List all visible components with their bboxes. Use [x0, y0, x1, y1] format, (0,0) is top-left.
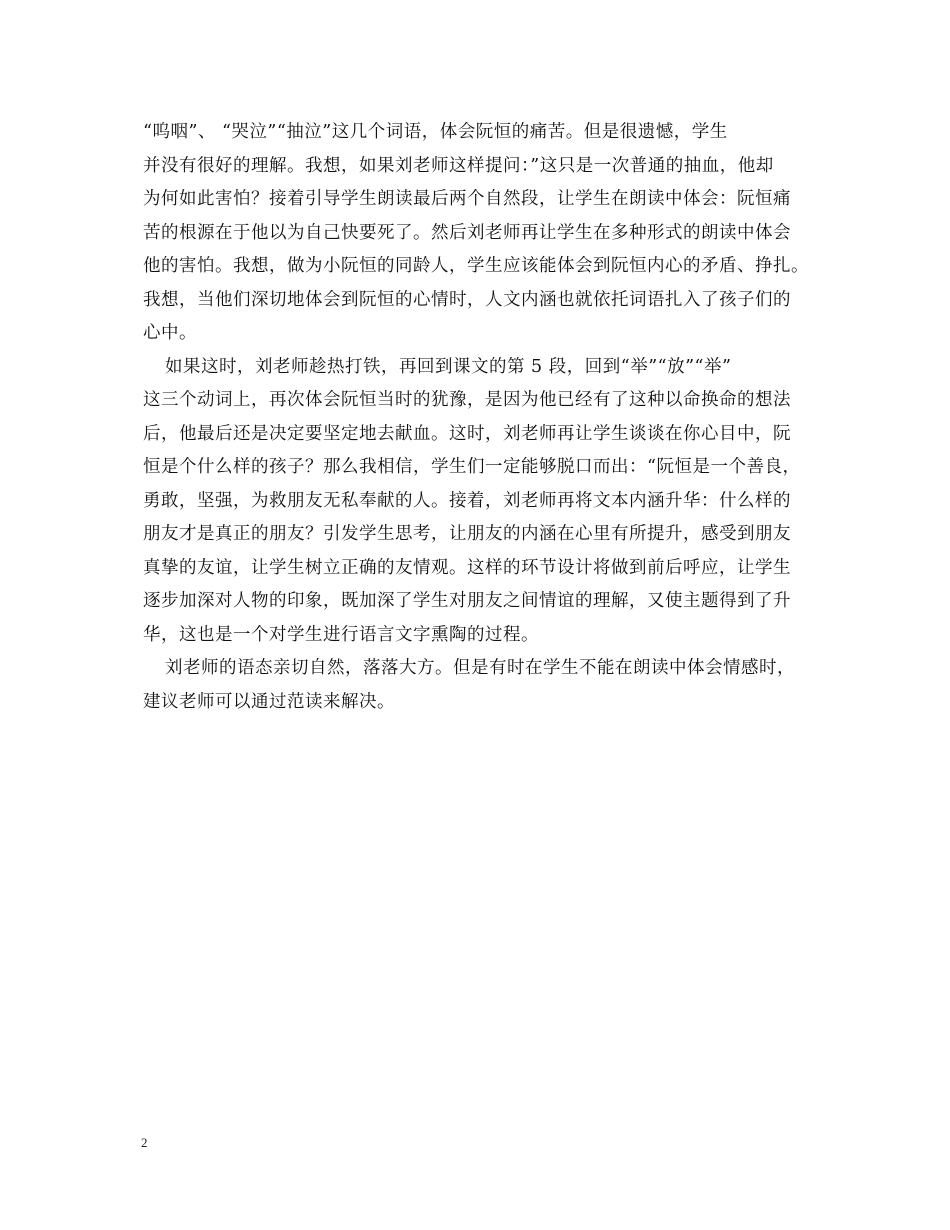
text-line: 恒是个什么样的孩子？那么我相信，学生们一定能够脱口而出：“阮恒是一个善良， [143, 457, 801, 477]
text-line: 建议老师可以通过范读来解决。 [143, 691, 395, 712]
text-line: 后，他最后还是决定要坚定地去献血。这时，刘老师再让学生谈谈在你心目中，阮 [143, 423, 791, 444]
text-line: 逐步加深对人物的印象，既加深了学生对朋友之间情谊的理解，又使主题得到了升 [143, 591, 791, 611]
text-line: “呜咽”、 “哭泣”“抽泣”这几个词语，体会阮恒的痛苦。但是很遗憾，学生 [143, 122, 728, 142]
text-line: 我想，当他们深切地体会到阮恒的心情时，人文内涵也就依托词语扎入了孩子们的 [143, 289, 791, 310]
text-line: 真挚的友谊，让学生树立正确的友情观。这样的环节设计将做到前后呼应，让学生 [143, 557, 791, 578]
text-line: 为何如此害怕？接着引导学生朗读最后两个自然段，让学生在朗读中体会：阮恒痛 [143, 189, 791, 209]
text-line: 心中。 [143, 323, 197, 343]
paragraph-first-line: 如果这时，刘老师趁热打铁，再回到课文的第 5 段，回到“举”“放”“举” [165, 356, 732, 377]
text-line: 华，这也是一个对学生进行语言文字熏陶的过程。 [143, 624, 539, 645]
text-line: 并没有很好的理解。我想，如果刘老师这样提问：”这只是一次普通的抽血，他却 [143, 155, 774, 176]
text-line: 苦的根源在于他以为自己快要死了。然后刘老师再让学生在多种形式的朗读中体会 [143, 222, 791, 243]
body-text [143, 116, 807, 719]
text-line: 他的害怕。我想，做为小阮恒的同龄人，学生应该能体会到阮恒内心的矛盾、挣扎。 [143, 256, 809, 276]
text-line: 这三个动词上，再次体会阮恒当时的犹豫，是因为他已经有了这种以命换命的想法 [143, 390, 791, 410]
text-line: 朋友才是真正的朋友？引发学生思考，让朋友的内涵在心里有所提升，感受到朋友 [143, 524, 791, 544]
text-line: 勇敢，坚强，为救朋友无私奉献的人。接着，刘老师再将文本内涵升华：什么样的 [143, 490, 791, 511]
paragraph-first-line: 刘老师的语态亲切自然，落落大方。但是有时在学生不能在朗读中体会情感时， [165, 658, 795, 678]
page-number: 2 [141, 1135, 148, 1150]
